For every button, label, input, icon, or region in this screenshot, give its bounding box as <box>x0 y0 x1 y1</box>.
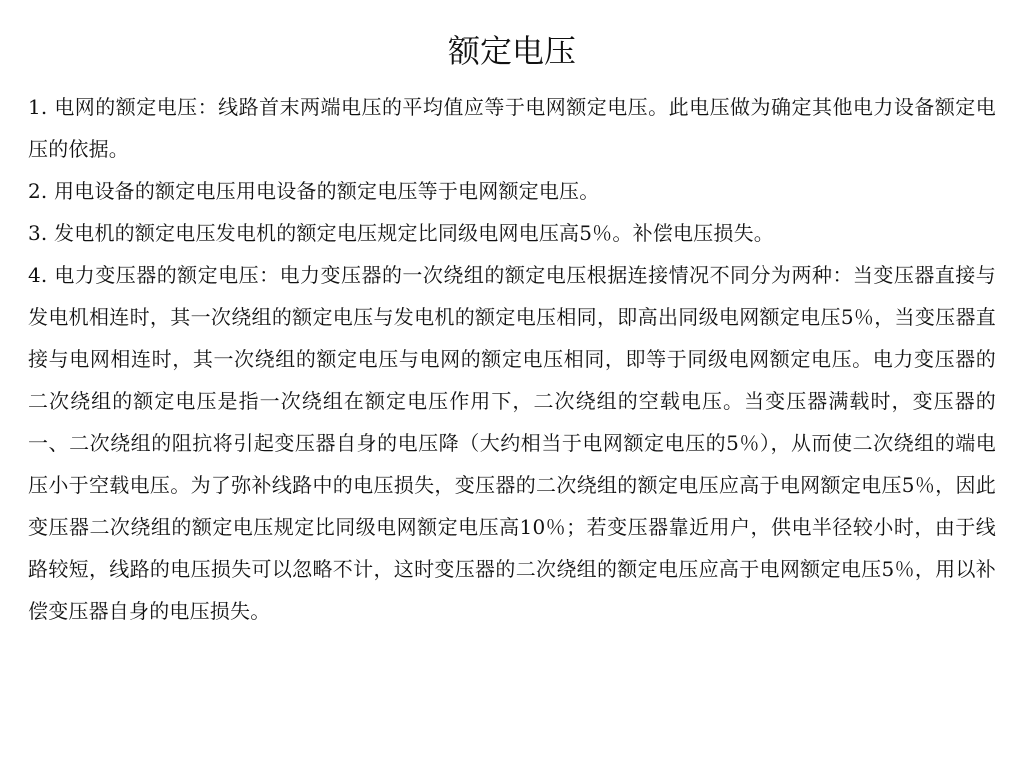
paragraph-generator-voltage: 3. 发电机的额定电压发电机的额定电压规定比同级电网电压高5％。补偿电压损失。 <box>28 221 774 245</box>
paragraph-grid-voltage: 1. 电网的额定电压：线路首末两端电压的平均值应等于电网额定电压。此电压做为确定其他电力设备额定电压的依据。 <box>28 95 996 161</box>
paragraph-transformer-voltage: 4. 电力变压器的额定电压：电力变压器的一次绕组的额定电压根据连接情况不同分为两种：当变压器直接与发电机相连时，其一次绕组的额定电压与发电机的额定电压相同，即高出同级电网额定电压5％，当变压器直接与电网相连时，其一次绕组的额定电压与电网的额定电压相同，即等于同级电网额定电压。电力变压器的二次绕组的额定电压是指一次绕组在额定电压作用下，二次绕组的空载电压。当变压器满载时，变压器的一、二次绕组的阻抗将引起变压器自身的电压降（大约相当于电网额定电压的5％），从而使二次绕组的端电压小于空载电压。为了弥补线路中的电压损失，变压器的二次绕组的额定电压应高于电网额定电压5％，因此变压器二次绕组的额定电压规定比同级电网额定电压高10％；若变压器靠近用户，供电半径较小时，由于线路较短，线路的电压损失可以忽略不计，这时变压器的二次绕组的额定电压应高于电网额定电压5％，用以补偿变压器自身的电压损失。 <box>28 263 996 623</box>
slide-body <box>28 86 996 632</box>
paragraph-equipment-voltage: 2. 用电设备的额定电压用电设备的额定电压等于电网额定电压。 <box>28 179 600 203</box>
slide-title: 额定电压 <box>447 32 576 70</box>
